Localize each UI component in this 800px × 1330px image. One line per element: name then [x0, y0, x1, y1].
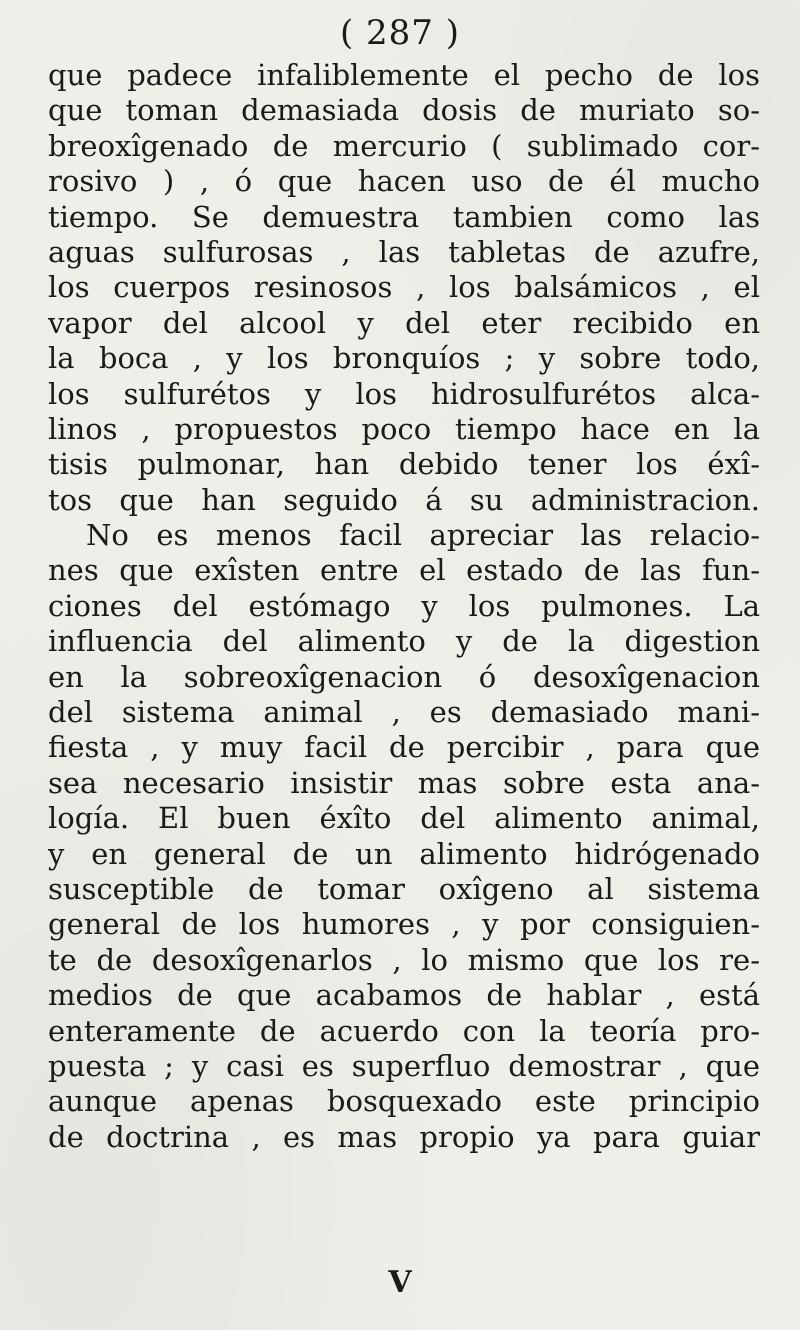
text-line: del sistema animal , es demasiado mani-: [48, 695, 760, 730]
text-line: breoxîgenado de mercurio ( sublimado cor-: [48, 128, 760, 163]
text-line: sea necesario insistir mas sobre esta ana-: [48, 765, 760, 800]
text-line: rosivo ) , ó que hacen uso de él mucho: [48, 164, 760, 199]
text-line: influencia del alimento y de la digestion: [48, 624, 760, 659]
text-line: que toman demasiada dosis de muriato so-: [48, 93, 760, 128]
text-line: logía. El buen éxîto del alimento animal,: [48, 801, 760, 836]
text-line: linos , propuestos poco tiempo hace en la: [48, 411, 760, 446]
text-line: tisis pulmonar, han debido tener los éxî-: [48, 447, 760, 482]
page-number: ( 287 ): [339, 13, 461, 53]
text-line: que padece infaliblemente el pecho de los: [48, 58, 760, 92]
text-line: fiesta , y muy facil de percibir , para que: [48, 730, 760, 765]
signature-mark: V: [388, 1265, 412, 1300]
text-line: tiempo. Se demuestra tambien como las: [48, 199, 760, 234]
text-line: aunque apenas bosquexado este principio: [48, 1084, 760, 1119]
text-line: vapor del alcool y del eter recibido en: [48, 305, 760, 340]
text-line: tos que han seguido á su administracion.: [48, 482, 760, 517]
text-line: general de los humores , y por consiguien-: [48, 907, 760, 942]
text-line: puesta ; y casi es superfluo demostrar , que: [48, 1048, 760, 1083]
body-text: [48, 58, 760, 1155]
text-line: aguas sulfurosas , las tabletas de azufre,: [48, 234, 760, 269]
text-line: en la sobreoxîgenacion ó desoxîgenacion: [48, 659, 760, 694]
text-line: te de desoxîgenarlos , lo mismo que los re-: [48, 942, 760, 977]
text-line: y en general de un alimento hidrógenado: [48, 836, 760, 871]
text-line-paragraph-start: No es menos facil apreciar las relacio-: [86, 518, 760, 553]
text-line: susceptible de tomar oxîgeno al sistema: [48, 871, 760, 906]
text-line: los cuerpos resinosos , los balsámicos , el: [48, 270, 760, 305]
text-line: nes que exîsten entre el estado de las fun-: [48, 553, 760, 588]
text-line: de doctrina , es mas propio ya para guiar: [48, 1119, 760, 1154]
text-line: enteramente de acuerdo con la teoría pro-: [48, 1013, 760, 1048]
text-line: los sulfurétos y los hidrosulfurétos alca-: [48, 376, 760, 411]
text-line: medios de que acabamos de hablar , está: [48, 978, 760, 1013]
text-line: la boca , y los bronquíos ; y sobre todo,: [48, 341, 760, 376]
text-line: ciones del estómago y los pulmones. La: [48, 588, 760, 623]
